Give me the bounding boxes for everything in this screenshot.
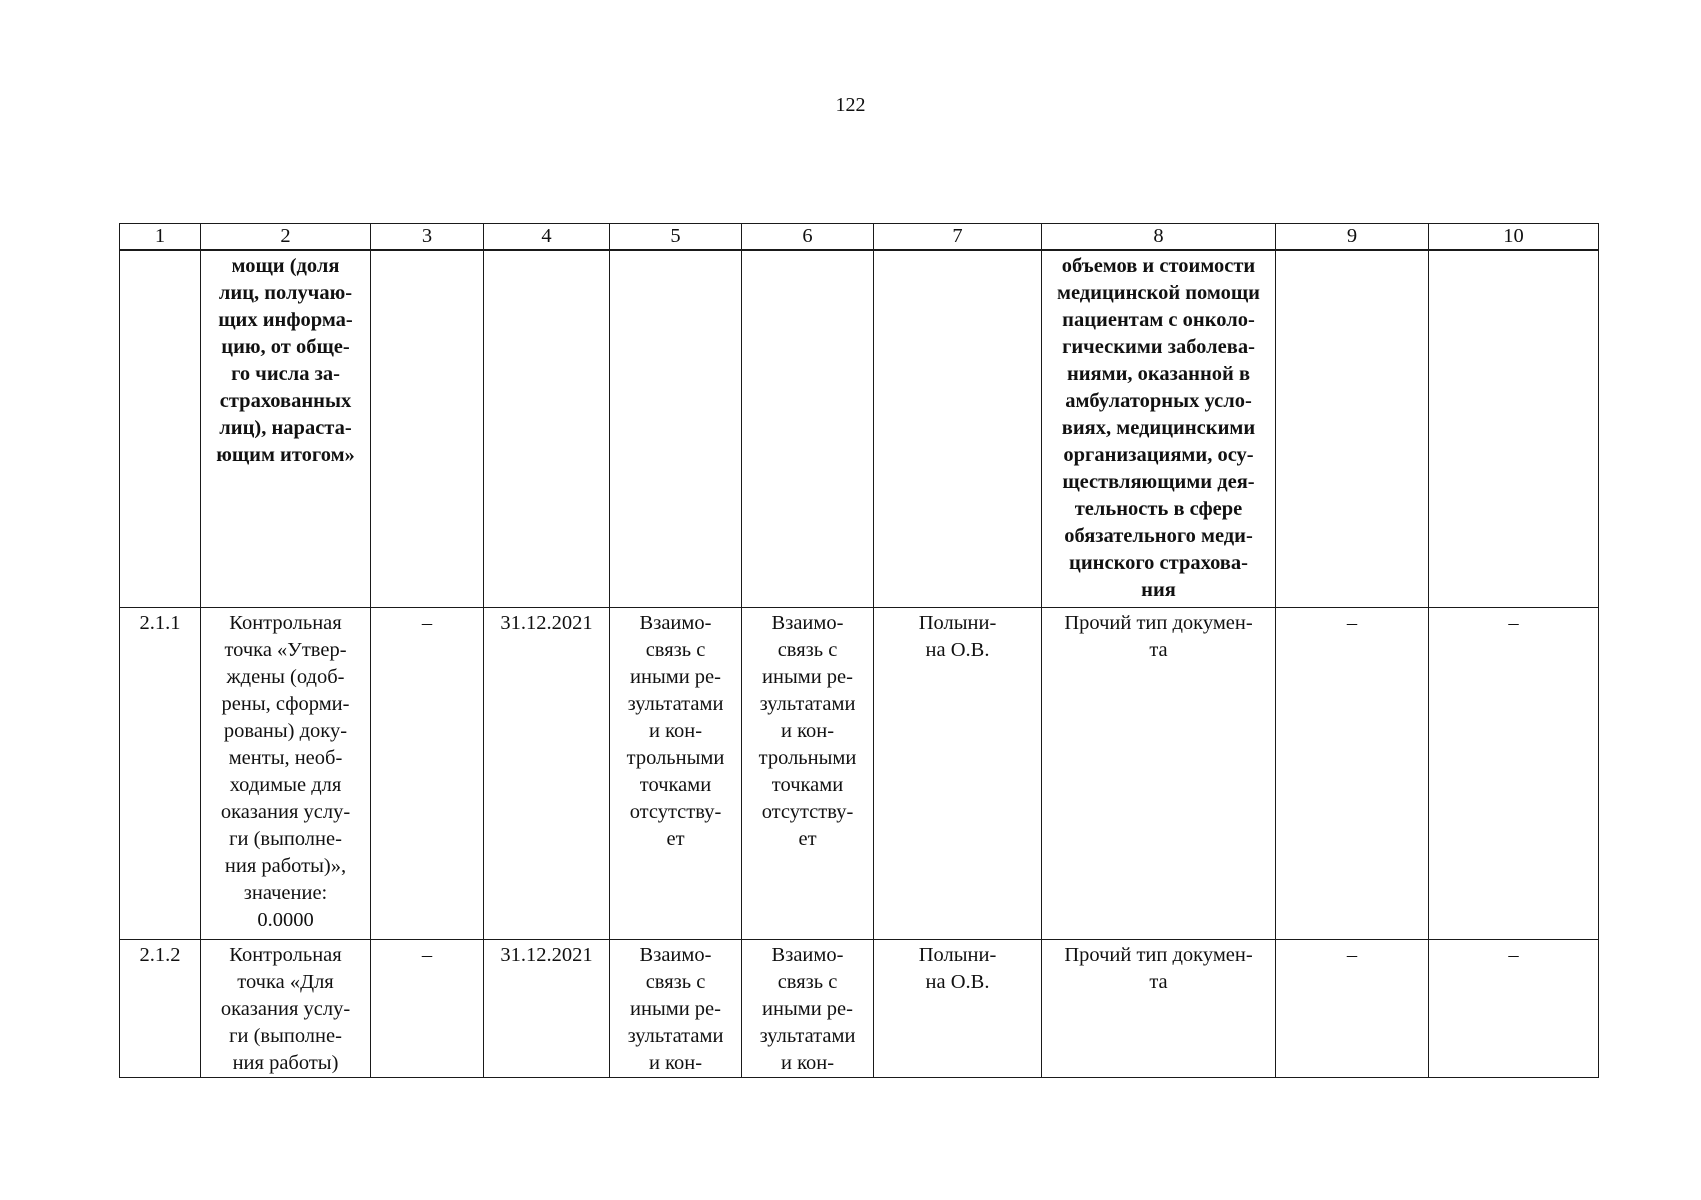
cell-description [201, 940, 371, 1078]
cell-text-line: связь с [645, 971, 706, 993]
cell-text-line: иными ре- [762, 998, 853, 1020]
cell-text-line: на О.В. [925, 639, 990, 661]
cell-text-line: та [1149, 971, 1168, 993]
cell-col9 [1276, 608, 1429, 940]
cell-text-line: зультатами [759, 693, 856, 715]
table-row [120, 940, 1599, 1078]
cell-text-line: ходимые для [229, 774, 342, 796]
cell-text-line: виях, медицинскими [1061, 417, 1256, 439]
cell-text-line: мощи (доля [231, 255, 340, 277]
cell-text-line: ющим итогом» [216, 444, 355, 466]
column-header-3: 3 [371, 224, 484, 251]
cell-text-line: щих информа- [218, 309, 353, 331]
page-number: 122 [835, 94, 866, 116]
cell-text-line: амбулаторных усло- [1065, 390, 1252, 412]
cell-text-line: иными ре- [762, 666, 853, 688]
cell-text-line: ет [798, 828, 817, 850]
cell-text-line: менты, необ- [228, 747, 343, 769]
table-header-row [120, 224, 1599, 251]
document-table [119, 223, 1599, 1078]
cell-text-line: цию, от обще- [221, 336, 350, 358]
cell-text-line: Взаимо- [639, 944, 712, 966]
column-header-4: 4 [484, 224, 610, 251]
cell-text-line: ги (выполне- [229, 828, 342, 850]
cell-text-line: – [421, 612, 433, 634]
cell-text-line: Контрольная [229, 612, 342, 634]
cell-text-line: цинского страхова- [1069, 552, 1248, 574]
column-header-8: 8 [1042, 224, 1276, 251]
cell-successors [742, 250, 874, 608]
cell-text-line: и кон- [648, 720, 703, 742]
cell-text-line: зультатами [627, 1025, 724, 1047]
cell-number [120, 940, 201, 1078]
cell-text-line: 31.12.2021 [500, 612, 593, 634]
cell-text-line: трольными [626, 747, 725, 769]
cell-col3 [371, 940, 484, 1078]
cell-text-line: лиц), нараста- [219, 417, 352, 439]
cell-text-line: на О.В. [925, 971, 990, 993]
cell-text-line: страхованных [219, 390, 352, 412]
cell-text-line: Взаимо- [639, 612, 712, 634]
cell-text-line: точка «Для [237, 971, 334, 993]
cell-col3 [371, 250, 484, 608]
cell-text-line: связь с [777, 971, 838, 993]
cell-text-line: зультатами [627, 693, 724, 715]
cell-text-line: трольными [758, 747, 857, 769]
cell-predecessors [610, 940, 742, 1078]
cell-text-line: Прочий тип докумен- [1064, 944, 1253, 966]
cell-text-line: 31.12.2021 [500, 944, 593, 966]
cell-document-type [1042, 250, 1276, 608]
cell-number [120, 250, 201, 608]
table-row [120, 608, 1599, 940]
cell-text-line: рены, сформи- [221, 693, 350, 715]
cell-text-line: 2.1.1 [139, 612, 181, 634]
cell-text-line: Взаимо- [771, 612, 844, 634]
cell-text-line: иными ре- [630, 666, 721, 688]
cell-date [484, 250, 610, 608]
cell-description [201, 608, 371, 940]
cell-text-line: Контрольная [229, 944, 342, 966]
cell-text-line: 0.0000 [257, 909, 314, 931]
table-row [120, 250, 1599, 608]
cell-text-line: точками [771, 774, 844, 796]
cell-text-line: медицинской помощи [1057, 282, 1260, 304]
cell-text-line: – [1346, 944, 1358, 966]
cell-number [120, 608, 201, 940]
cell-text-line: оказания услу- [220, 998, 351, 1020]
cell-text-line: тельность в сфере [1074, 498, 1243, 520]
cell-text-line: и кон- [648, 1052, 703, 1074]
column-header-9: 9 [1276, 224, 1429, 251]
cell-text-line: связь с [777, 639, 838, 661]
cell-text-line: Взаимо- [771, 944, 844, 966]
cell-col9 [1276, 940, 1429, 1078]
cell-text-line: Полыни- [918, 944, 997, 966]
column-header-6: 6 [742, 224, 874, 251]
cell-text-line: и кон- [780, 1052, 835, 1074]
cell-text-line: ниями, оказанной в [1066, 363, 1251, 385]
cell-text-line: оказания услу- [220, 801, 351, 823]
column-header-7: 7 [874, 224, 1042, 251]
cell-text-line: отсутству- [629, 801, 722, 823]
cell-text-line: Прочий тип докумен- [1064, 612, 1253, 634]
cell-col9 [1276, 250, 1429, 608]
cell-text-line: объемов и стоимости [1061, 255, 1256, 277]
cell-col10 [1429, 250, 1599, 608]
cell-text-line: отсутству- [761, 801, 854, 823]
cell-text-line: та [1149, 639, 1168, 661]
cell-description [201, 250, 371, 608]
column-header-1: 1 [120, 224, 201, 251]
cell-text-line: точками [639, 774, 712, 796]
cell-text-line: точка «Утвер- [224, 639, 347, 661]
cell-date [484, 940, 610, 1078]
cell-text-line: ния [1141, 579, 1176, 601]
cell-text-line: ги (выполне- [229, 1025, 342, 1047]
cell-text-line: – [421, 944, 433, 966]
cell-text-line: обязательного меди- [1064, 525, 1253, 547]
cell-col3 [371, 608, 484, 940]
cell-text-line: значение: [243, 882, 328, 904]
cell-text-line: – [1508, 612, 1519, 634]
cell-col10 [1429, 608, 1599, 940]
cell-text-line: рованы) доку- [223, 720, 348, 742]
cell-successors [742, 940, 874, 1078]
cell-text-line: гическими заболева- [1062, 336, 1255, 358]
cell-text-line: ет [666, 828, 685, 850]
cell-predecessors [610, 608, 742, 940]
cell-predecessors [610, 250, 742, 608]
cell-text-line: 2.1.2 [139, 944, 181, 966]
cell-document-type [1042, 940, 1276, 1078]
column-header-5: 5 [610, 224, 742, 251]
cell-text-line: – [1346, 612, 1358, 634]
cell-text-line: ществляющими дея- [1062, 471, 1255, 493]
cell-text-line: организациями, осу- [1063, 444, 1254, 466]
column-header-2: 2 [201, 224, 371, 251]
cell-text-line: зультатами [759, 1025, 856, 1047]
cell-date [484, 608, 610, 940]
cell-responsible [874, 940, 1042, 1078]
cell-responsible [874, 250, 1042, 608]
cell-text-line: ния работы)», [224, 855, 347, 877]
cell-text-line: пациентам с онколо- [1062, 309, 1255, 331]
cell-text-line: связь с [645, 639, 706, 661]
cell-text-line: лиц, получаю- [218, 282, 353, 304]
column-header-10: 10 [1429, 224, 1599, 251]
cell-col10 [1429, 940, 1599, 1078]
cell-text-line: ния работы) [232, 1052, 339, 1074]
cell-text-line: го числа за- [231, 363, 340, 385]
cell-text-line: и кон- [780, 720, 835, 742]
cell-text-line: – [1508, 944, 1519, 966]
cell-document-type [1042, 608, 1276, 940]
cell-successors [742, 608, 874, 940]
cell-text-line: Полыни- [918, 612, 997, 634]
cell-text-line: иными ре- [630, 998, 721, 1020]
cell-text-line: ждены (одоб- [226, 666, 345, 688]
cell-responsible [874, 608, 1042, 940]
